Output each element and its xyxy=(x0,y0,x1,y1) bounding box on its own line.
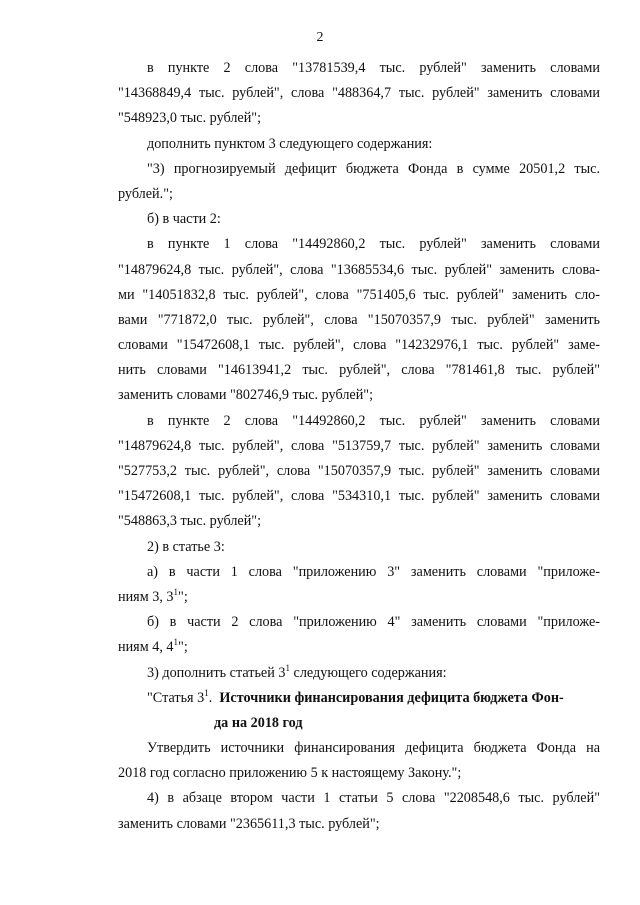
text-fragment: ниям 4, 4 xyxy=(118,639,174,656)
text-line: "14368849,4 тыс. рублей", слова "488364,7 тыс. рублей" заменить словами xyxy=(118,85,600,102)
text-line: рублей."; xyxy=(118,185,173,202)
text-line: б) в части 2: xyxy=(147,211,221,228)
text-line: в пункте 2 слова "14492860,2 тыс. рублей" заменить словами xyxy=(147,412,600,429)
text-line: "527753,2 тыс. рублей", слова "15070357,9 тыс. рублей" заменить словами xyxy=(118,463,600,479)
text-fragment: "Статья 3 xyxy=(147,689,205,706)
text-line: 4) в абзаце втором части 1 статьи 5 слова "2208548,6 тыс. рублей" xyxy=(147,790,600,807)
text-line: вами "771872,0 тыс. рублей", слова "15070357,9 тыс. рублей" заменить xyxy=(118,311,600,328)
document-body xyxy=(118,56,600,837)
text-fragment: "; xyxy=(178,639,188,656)
text-line: б) в части 2 слова "приложению 4" заменить словами "приложе- xyxy=(147,614,600,631)
text-fragment: следующего содержания: xyxy=(289,664,447,681)
superscript: 1 xyxy=(173,637,179,648)
text-line: заменить словами "802746,9 тыс. рублей"; xyxy=(118,387,374,404)
article-title-continued: да на 2018 год xyxy=(214,714,303,731)
text-line: дополнить пунктом 3 следующего содержания: xyxy=(147,135,433,152)
text-fragment: 3) дополнить статьей 3 xyxy=(147,664,286,681)
text-line: "15472608,1 тыс. рублей", слова "534310,1 тыс. рублей" заменить словами xyxy=(118,488,600,505)
text-line: "548863,3 тыс. рублей"; xyxy=(118,513,262,530)
text-line: 2018 год согласно приложению 5 к настоящему Закону."; xyxy=(118,765,462,782)
superscript: 1 xyxy=(173,586,179,597)
text-line: словами "15472608,1 тыс. рублей", слова "14232976,1 тыс. рублей" заме- xyxy=(118,337,600,354)
text-line: ми "14051832,8 тыс. рублей", слова "751405,6 тыс. рублей" заменить сло- xyxy=(118,286,600,303)
superscript: 1 xyxy=(204,687,209,698)
text-fragment: . xyxy=(208,689,213,706)
text-line: "548923,0 тыс. рублей"; xyxy=(118,110,262,127)
text-line: "3) прогнозируемый дефицит бюджета Фонда в сумме 20501,2 тыс. xyxy=(147,160,600,177)
text-line: в пункте 1 слова "14492860,2 тыс. рублей" заменить словами xyxy=(147,236,600,253)
text-line: в пункте 2 слова "13781539,4 тыс. рублей" заменить словами xyxy=(147,60,600,76)
text-line: 2) в статье 3: xyxy=(147,538,225,555)
text-line: Утвердить источники финансирования дефицита бюджета Фонда на xyxy=(147,740,600,757)
text-line: заменить словами "2365611,3 тыс. рублей"; xyxy=(118,815,380,832)
page-number: 2 xyxy=(316,30,324,45)
article-title: Источники финансирования дефицита бюджета Фон- xyxy=(219,689,564,706)
text-line: нить словами "14613941,2 тыс. рублей", слова "781461,8 тыс. рублей" xyxy=(118,362,600,379)
text-line: а) в части 1 слова "приложению 3" заменить словами "приложе- xyxy=(147,563,600,580)
text-fragment: ниям 3, 3 xyxy=(118,588,174,605)
superscript: 1 xyxy=(285,662,290,673)
text-fragment: "; xyxy=(178,588,188,605)
text-line: "14879624,8 тыс. рублей", слова "513759,7 тыс. рублей" заменить словами xyxy=(118,437,600,454)
text-line xyxy=(118,635,600,660)
text-line: "14879624,8 тыс. рублей", слова "13685534,6 тыс. рублей" заменить слова- xyxy=(118,261,600,278)
text-line xyxy=(118,585,600,610)
article-heading xyxy=(118,686,600,711)
text-line xyxy=(118,661,600,686)
